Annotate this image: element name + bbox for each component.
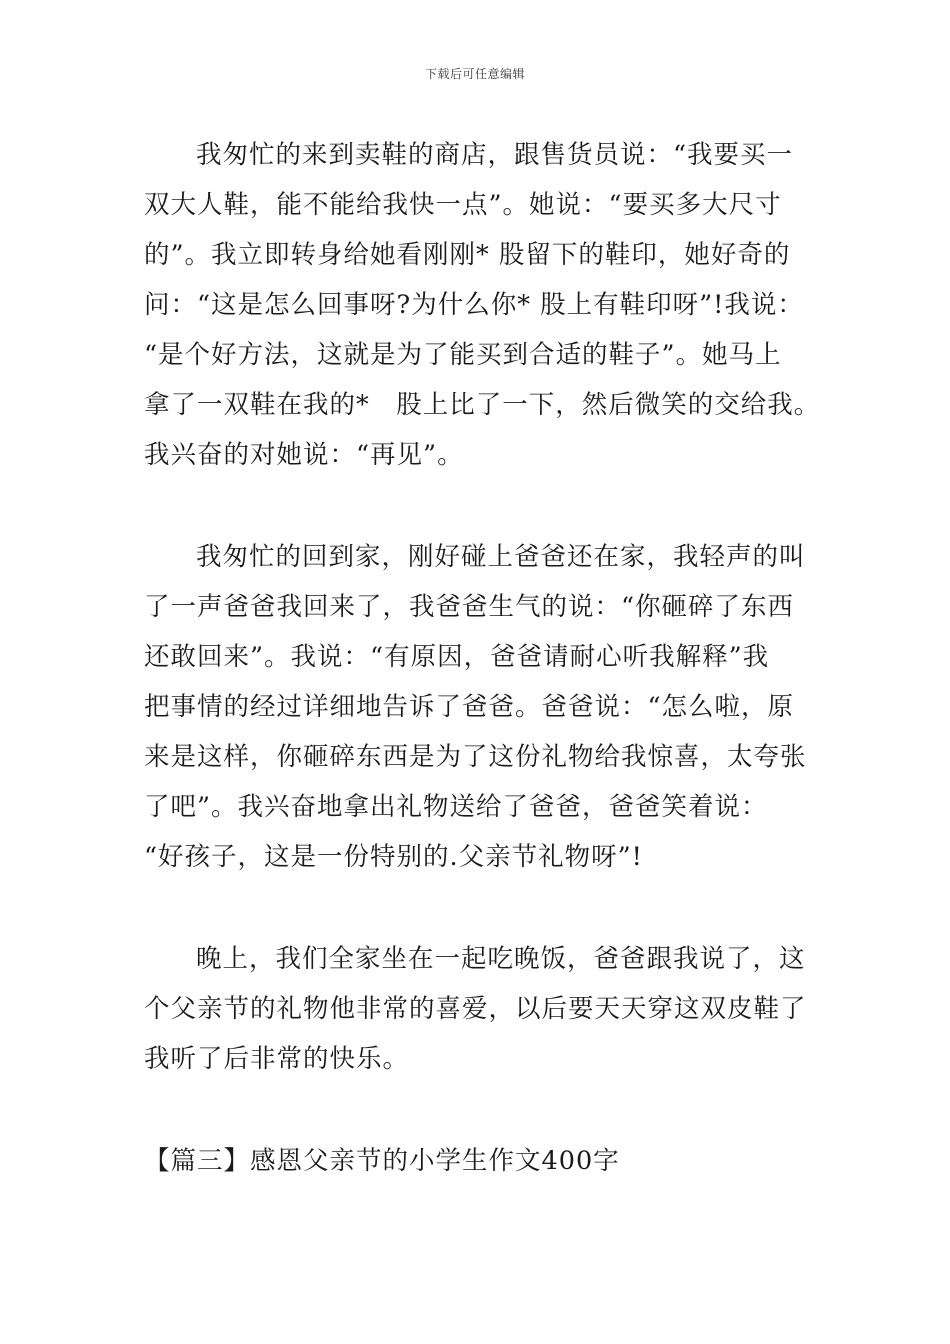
paragraph-line: 我匆忙的来到卖鞋的商店，跟售货员说：“我要买一 bbox=[196, 140, 794, 170]
paragraph-line: 我匆忙的回到家，刚好碰上爸爸还在家，我轻声的叫 bbox=[196, 542, 806, 572]
paragraph-line: 个父亲节的礼物他非常的喜爱，以后要天天穿这双皮鞋了 bbox=[144, 994, 807, 1024]
paragraph-line: 晚上，我们全家坐在一起吃晚饭，爸爸跟我说了，这 bbox=[196, 944, 806, 974]
section-title: 【篇三】感恩父亲节的小学生作文400字 bbox=[144, 1146, 620, 1176]
paragraph-line: 了吧”。我兴奋地拿出礼物送给了爸爸，爸爸笑着说： bbox=[144, 792, 768, 822]
paragraph-line: 了一声爸爸我回来了，我爸爸生气的说：“你砸碎了东西 bbox=[144, 592, 795, 622]
paragraph-line: “好孩子，这是一份特别的.父亲节礼物呀”! bbox=[144, 842, 643, 872]
paragraph-line: 拿了一双鞋在我的* 股上比了一下，然后微笑的交给我。 bbox=[144, 390, 821, 420]
paragraph-gap bbox=[144, 1084, 810, 1136]
paragraph-1 bbox=[144, 130, 821, 480]
paragraph-line: 还敢回来”。我说：“有原因，爸爸请耐心听我解释”我 bbox=[144, 642, 770, 672]
paragraph-line: 问：“这是怎么回事呀?为什么你* 股上有鞋印呀”!我说： bbox=[144, 290, 804, 320]
paragraph-3 bbox=[144, 934, 810, 1084]
header-note: 下载后可任意编辑 bbox=[424, 67, 525, 81]
paragraph-gap bbox=[144, 480, 810, 532]
paragraph-line: 的”。我立即转身给她看刚刚* 股留下的鞋印，她好奇的 bbox=[144, 240, 791, 270]
paragraph-line: 把事情的经过详细地告诉了爸爸。爸爸说：“怎么啦，原 bbox=[144, 692, 795, 722]
paragraph-line: 我听了后非常的快乐。 bbox=[144, 1044, 410, 1074]
paragraph-line: “是个好方法，这就是为了能买到合适的鞋子”。她马上 bbox=[144, 340, 782, 370]
paragraph-line: 双大人鞋，能不能给我快一点”。她说：“要买多大尺寸 bbox=[144, 190, 782, 220]
paragraph-gap bbox=[144, 882, 810, 934]
document-body bbox=[144, 130, 821, 1186]
paragraph-line: 我兴奋的对她说：“再见”。 bbox=[144, 440, 464, 470]
paragraph-line: 来是这样，你砸碎东西是为了这份礼物给我惊喜，太夸张 bbox=[144, 742, 807, 772]
paragraph-2 bbox=[144, 532, 810, 882]
